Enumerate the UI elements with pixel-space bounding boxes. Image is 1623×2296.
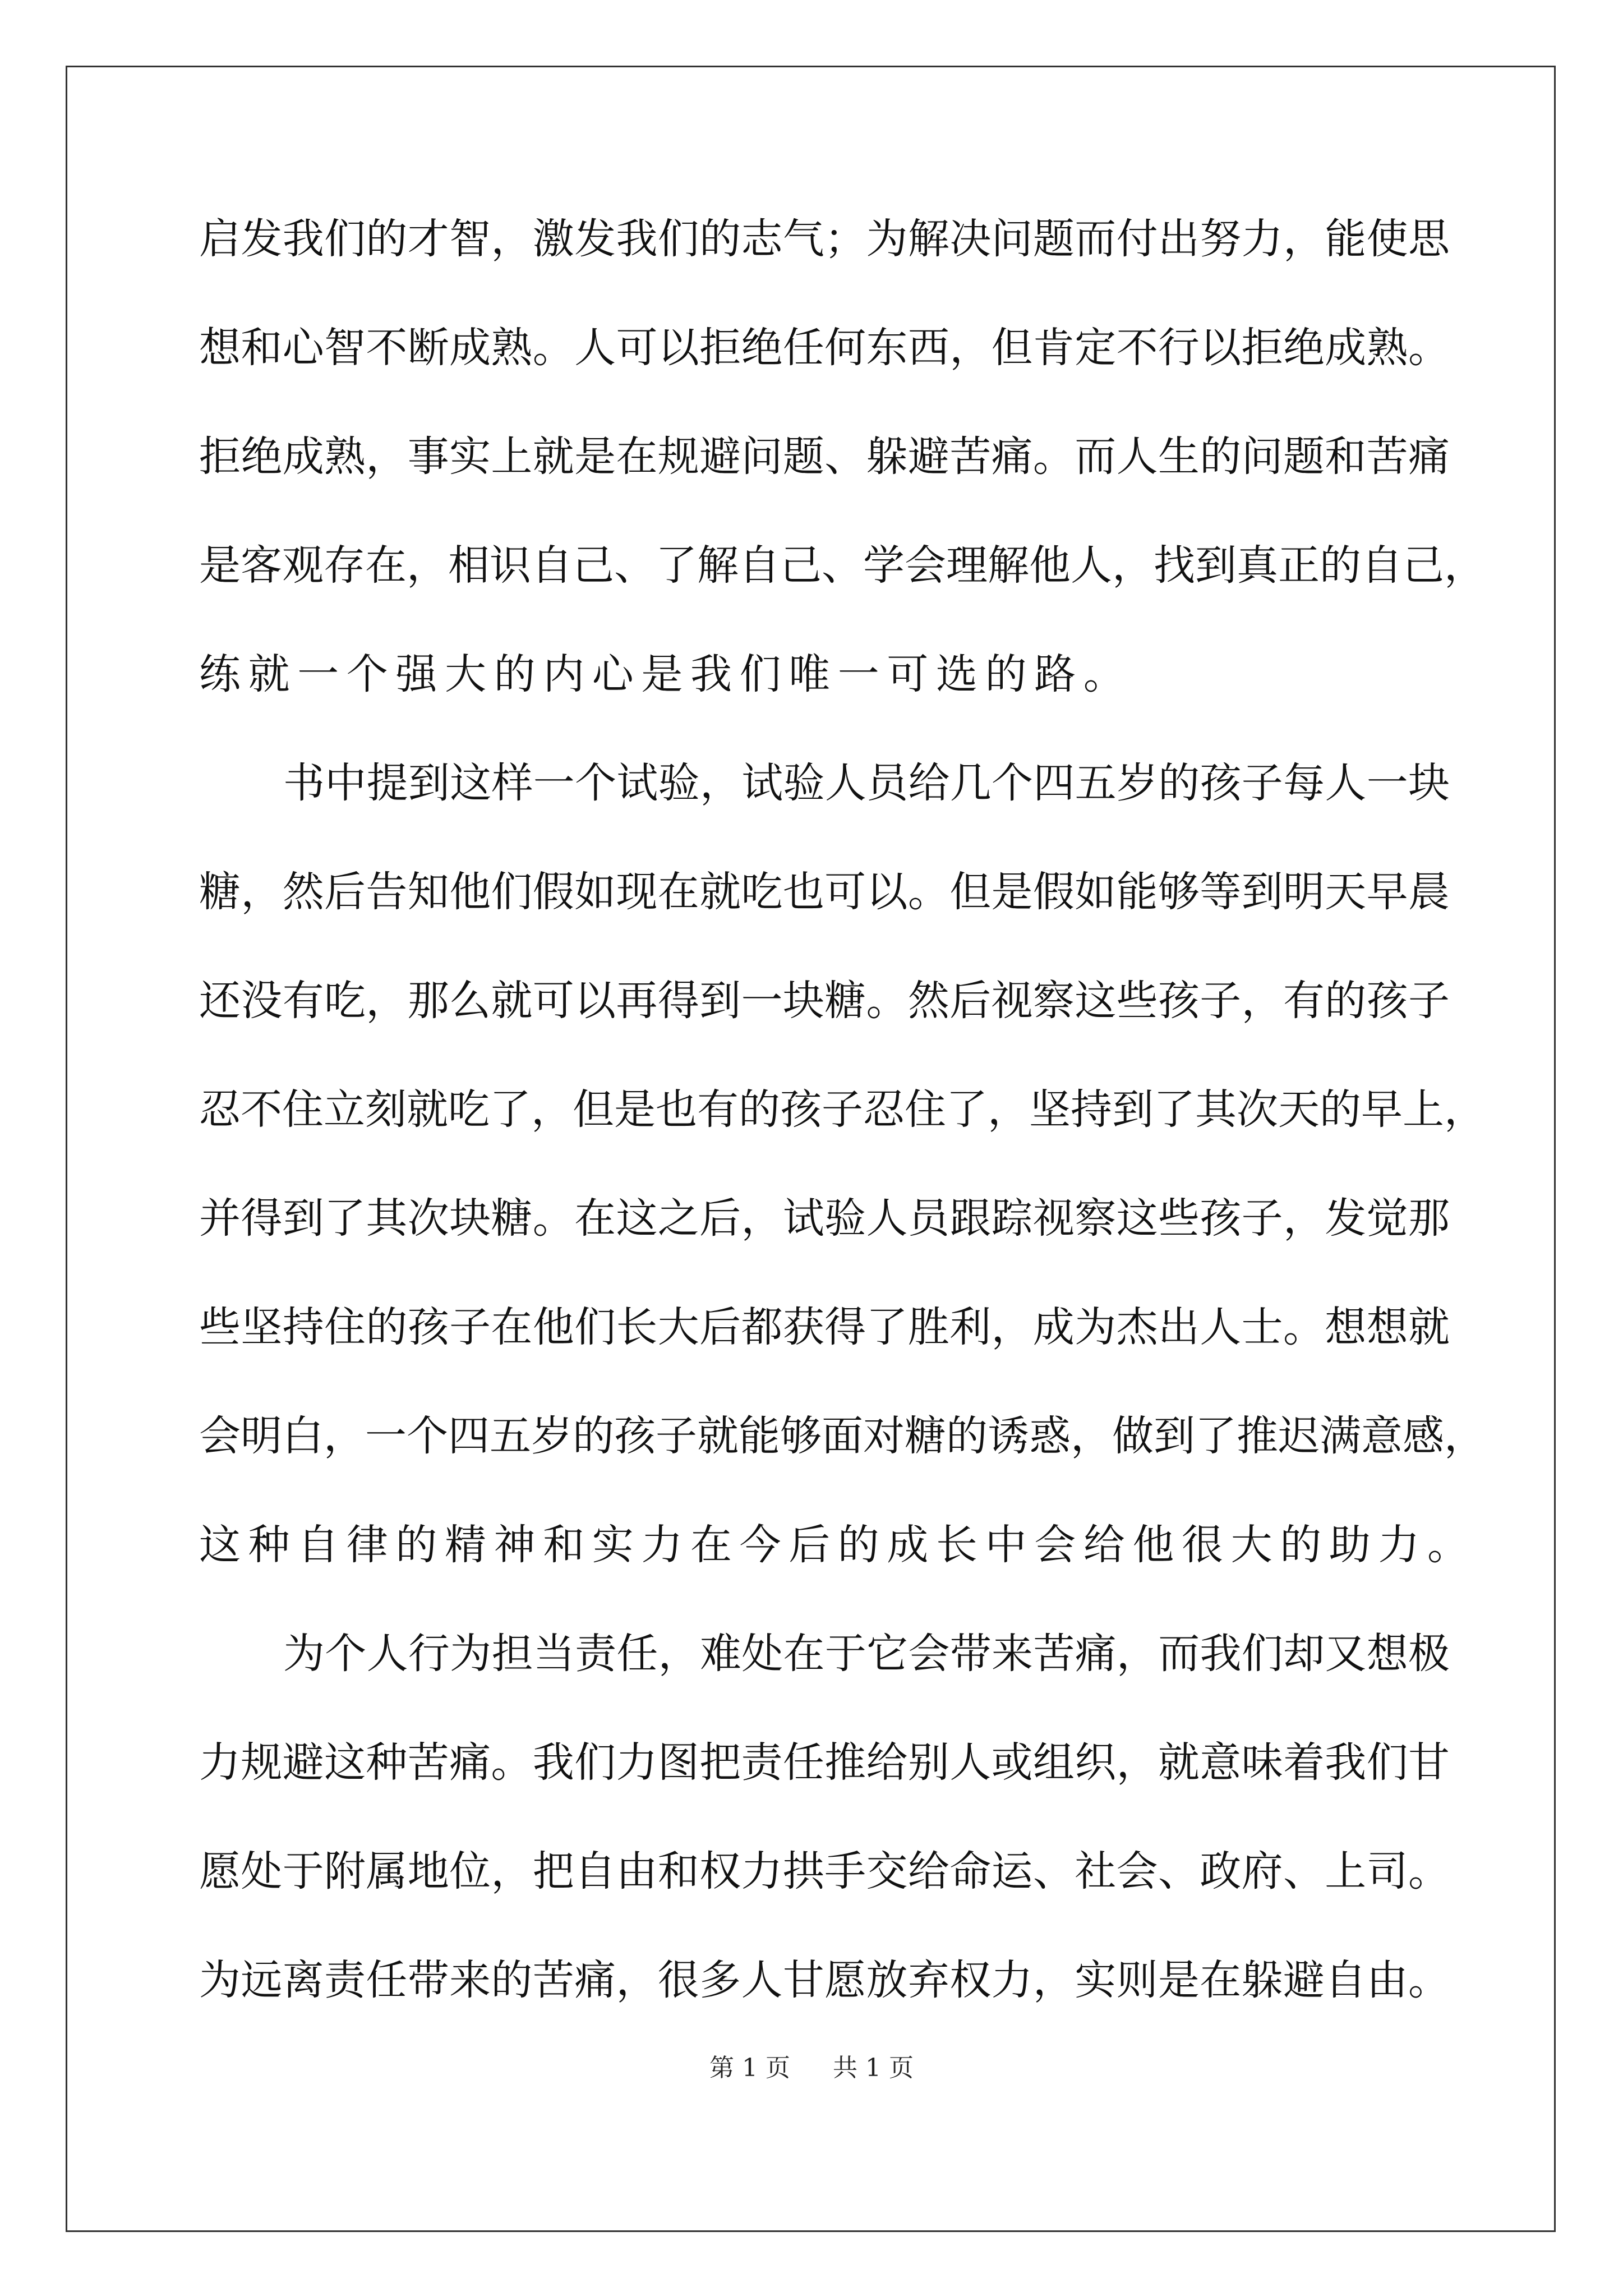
text-line: 愿处于附属地位，把自由和权力拱手交给命运、社会、政府、上司。 <box>199 1847 1450 1895</box>
text-line: 力规避这种苦痛。我们力图把责任推给别人或组织，就意味着我们甘 <box>199 1738 1450 1787</box>
document-body <box>199 215 1486 2068</box>
text-line: 还没有吃，那么就可以再得到一块糖。然后视察这些孩子，有的孩子 <box>199 977 1450 1025</box>
text-line: 书中提到这样一个试验，试验人员给几个四五岁的孩子每人一块 <box>283 759 1450 807</box>
text-line: 为个人行为担当责任，难处在于它会带来苦痛，而我们却又想极 <box>283 1630 1450 1678</box>
text-line: 练就一个强大的内心是我们唯一可选的路。 <box>199 650 1133 698</box>
text-line: 想和心智不断成熟。人可以拒绝任何东西，但肯定不行以拒绝成熟。 <box>199 324 1450 372</box>
page-footer <box>0 2054 1623 2082</box>
text-line: 并得到了其次块糖。在这之后，试验人员跟踪视察这些孩子，发觉那 <box>199 1194 1450 1243</box>
text-line: 糖，然后告知他们假如现在就吃也可以。但是假如能够等到明天早晨 <box>199 868 1450 916</box>
page-number: 第 1 页 <box>709 2054 790 2082</box>
text-line: 忍不住立刻就吃了，但是也有的孩子忍住了，坚持到了其次天的早上， <box>199 1085 1486 1134</box>
text-line: 些坚持住的孩子在他们长大后都获得了胜利，成为杰出人士。想想就 <box>199 1303 1450 1351</box>
text-line: 这种自律的精神和实力在今后的成长中会给他很大的助力。 <box>199 1521 1477 1569</box>
text-line: 拒绝成熟，事实上就是在规避问题、躲避苦痛。而人生的问题和苦痛 <box>199 432 1450 481</box>
page-total: 共 1 页 <box>833 2054 914 2082</box>
text-line: 启发我们的才智，激发我们的志气；为解决问题而付出努力，能使思 <box>199 215 1450 263</box>
text-line: 为远离责任带来的苦痛，很多人甘愿放弃权力，实则是在躲避自由。 <box>199 1956 1450 2004</box>
text-line: 会明白，一个四五岁的孩子就能够面对糖的诱惑，做到了推迟满意感， <box>199 1412 1486 1460</box>
text-line: 是客观存在，相识自己、了解自己、学会理解他人，找到真正的自己， <box>199 541 1486 590</box>
